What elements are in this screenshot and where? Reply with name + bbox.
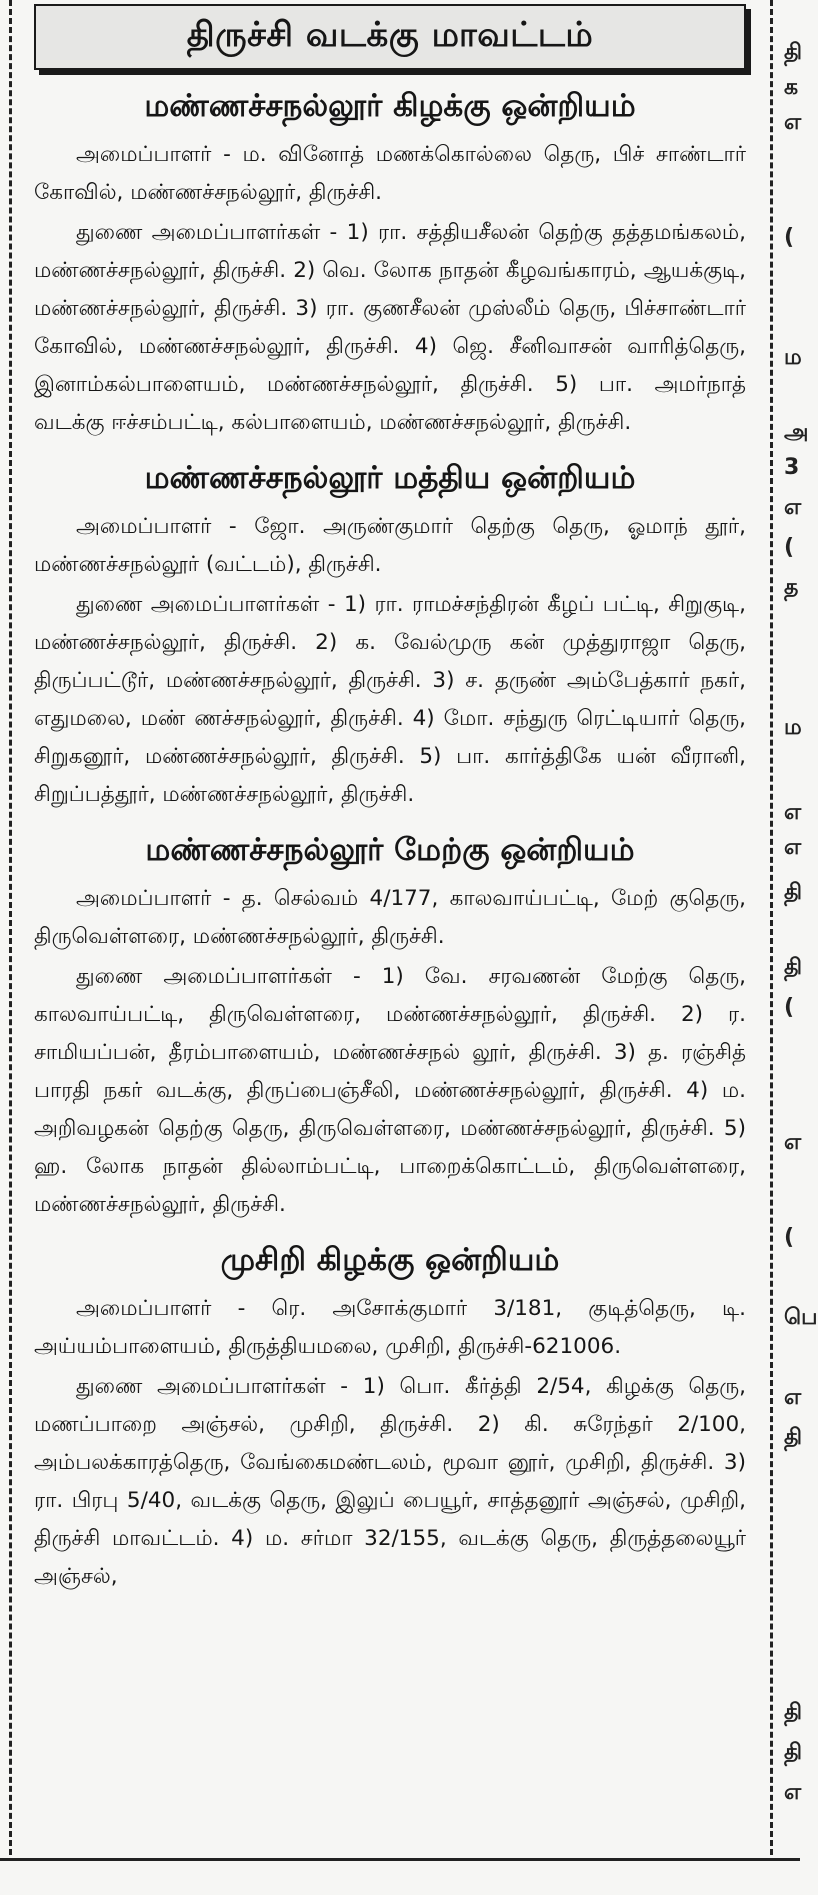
section-central-union bbox=[34, 458, 746, 814]
fragment-char: பெ bbox=[784, 1305, 818, 1330]
fragment-char: எ bbox=[784, 1385, 802, 1410]
fragment-char: ம bbox=[784, 345, 802, 370]
fragment-char: தி bbox=[784, 40, 803, 65]
section-east-union bbox=[34, 86, 746, 442]
fragment-char: தி bbox=[784, 1740, 803, 1765]
fragment-char: எ bbox=[784, 1780, 802, 1805]
fragment-char: க bbox=[784, 75, 799, 100]
fragment-char: ( bbox=[784, 995, 795, 1020]
deputy-organizers-paragraph: துணை அமைப்பாளர்கள் - 1) ரா. சத்தியசீலன் தெற்கு தத்தமங்கலம், மண்ணச்சநல்லூர், திருச்சி. 2) வெ. லோக நாதன் கீழவங்காரம், ஆயக்குடி, மண்ணச்சநல்லூர், திருச்சி. 3) ரா. குணசீலன் முஸ்லீம் தெரு, பிச்சாண்டார் கோவில், மண்ணச்சநல்லூர், திருச்சி. 4) ஜெ. சீனிவாசன் வாரித்தெரு, இனாம்கல்பாளையம், மண்ணச்சநல்லூர், திருச்சி. 5) பா. அமர்நாத் வடக்கு ஈச்சம்பட்டி, கல்பாளையம், மண்ணச்சநல்லூர், திருச்சி. bbox=[34, 220, 746, 435]
fragment-char: தி bbox=[784, 1425, 803, 1450]
organizer-paragraph: அமைப்பாளர் - ஜோ. அருண்குமார் தெற்கு தெரு, ஓமாந் தூர், மண்ணச்சநல்லூர் (வட்டம்), திருச்சி. bbox=[34, 514, 746, 577]
fragment-char: தி bbox=[784, 880, 803, 905]
section-musiri-east-union bbox=[34, 1240, 746, 1596]
fragment-char: எ bbox=[784, 110, 802, 135]
fragment-char: ( bbox=[784, 225, 795, 250]
district-heading: திருச்சி வடக்கு மாவட்டம் bbox=[34, 4, 746, 70]
fragment-char: தி bbox=[784, 955, 803, 980]
bottom-rule bbox=[0, 1858, 800, 1861]
section-title: மண்ணச்சநல்லூர் கிழக்கு ஒன்றியம் bbox=[144, 88, 636, 124]
fragment-char: ( bbox=[784, 535, 795, 560]
fragment-char: எ bbox=[784, 800, 802, 825]
fragment-char: த bbox=[784, 575, 799, 600]
section-title: முசிறி கிழக்கு ஒன்றியம் bbox=[220, 1242, 560, 1278]
organizer-paragraph: அமைப்பாளர் - த. செல்வம் 4/177, காலவாய்பட்டி, மேற் குதெரு, திருவெள்ளரை, மண்ணச்சநல்லூர், திருச்சி. bbox=[34, 886, 746, 949]
section-title: மண்ணச்சநல்லூர் மேற்கு ஒன்றியம் bbox=[145, 832, 635, 868]
fragment-char: அ bbox=[784, 420, 809, 445]
left-column-rule bbox=[9, 0, 12, 1855]
right-column-rule bbox=[770, 0, 773, 1855]
fragment-char: எ bbox=[784, 835, 802, 860]
fragment-char: தி bbox=[784, 1700, 803, 1725]
organizer-paragraph: அமைப்பாளர் - ரெ. அசோக்குமார் 3/181, குடித்தெரு, டி. அய்யம்பாளையம், திருத்தியமலை, முசிறி, திருச்சி-621006. bbox=[34, 1296, 746, 1359]
deputy-organizers-paragraph: துணை அமைப்பாளர்கள் - 1) வே. சரவணன் மேற்கு தெரு, காலவாய்பட்டி, திருவெள்ளரை, மண்ணச்சநல்லூர், திருச்சி. 2) ர. சாமியப்பன், தீரம்பாளையம், மண்ணச்சநல் லூர், திருச்சி. 3) த. ரஞ்சித் பாரதி நகர் வடக்கு, திருப்பைஞ்சீலி, மண்ணச்சநல்லூர், திருச்சி. 4) ம. அறிவழகன் தெற்கு தெரு, திருவெள்ளரை, மண்ணச்சநல்லூர், திருச்சி. 5) ஹ. லோக நாதன் தில்லாம்பட்டி, பாறைக்கொட்டம், திருவெள்ளரை, மண்ணச்சநல்லூர், திருச்சி. bbox=[34, 964, 746, 1217]
organizer-paragraph: அமைப்பாளர் - ம. வினோத் மணக்கொல்லை தெரு, பிச் சாண்டார் கோவில், மண்ணச்சநல்லூர், திருச்சி. bbox=[34, 142, 746, 205]
article-column bbox=[34, 0, 746, 1598]
section-west-union bbox=[34, 830, 746, 1224]
fragment-char: எ bbox=[784, 1130, 802, 1155]
fragment-char: 3 bbox=[784, 455, 800, 480]
section-title: மண்ணச்சநல்லூர் மத்திய ஒன்றியம் bbox=[144, 460, 636, 496]
fragment-char: ( bbox=[784, 1225, 795, 1250]
fragment-char: ம bbox=[784, 715, 802, 740]
deputy-organizers-paragraph: துணை அமைப்பாளர்கள் - 1) பொ. கீர்த்தி 2/54, கிழக்கு தெரு, மணப்பாறை அஞ்சல், முசிறி, திருச்சி. 2) கி. சுரேந்தர் 2/100, அம்பலக்காரத்தெரு, வேங்கைமண்டலம், மூவா னூர், முசிறி, திருச்சி. 3) ரா. பிரபு 5/40, வடக்கு தெரு, இலுப் பையூர், சாத்தனூர் அஞ்சல், முசிறி, திருச்சி மாவட்டம். 4) ம. சர்மா 32/155, வடக்கு தெரு, திருத்தலையூர் அஞ்சல், bbox=[34, 1374, 746, 1589]
adjacent-column-fragment bbox=[782, 0, 818, 1855]
fragment-char: எ bbox=[784, 495, 802, 520]
deputy-organizers-paragraph: துணை அமைப்பாளர்கள் - 1) ரா. ராமச்சந்திரன் கீழப் பட்டி, சிறுகுடி, மண்ணச்சநல்லூர், திருச்சி. 2) க. வேல்முரு கன் முத்துராஜா தெரு, திருப்பட்டூர், மண்ணச்சநல்லூர், திருச்சி. 3) ச. தருண் அம்பேத்கார் நகர், எதுமலை, மண் ணச்சநல்லூர், திருச்சி. 4) மோ. சந்துரு ரெட்டியார் தெரு, சிறுகனூர், மண்ணச்சநல்லூர், திருச்சி. 5) பா. கார்த்திகே யன் வீரானி, சிறுப்பத்தூர், மண்ணச்சநல்லூர், திருச்சி. bbox=[34, 592, 746, 807]
